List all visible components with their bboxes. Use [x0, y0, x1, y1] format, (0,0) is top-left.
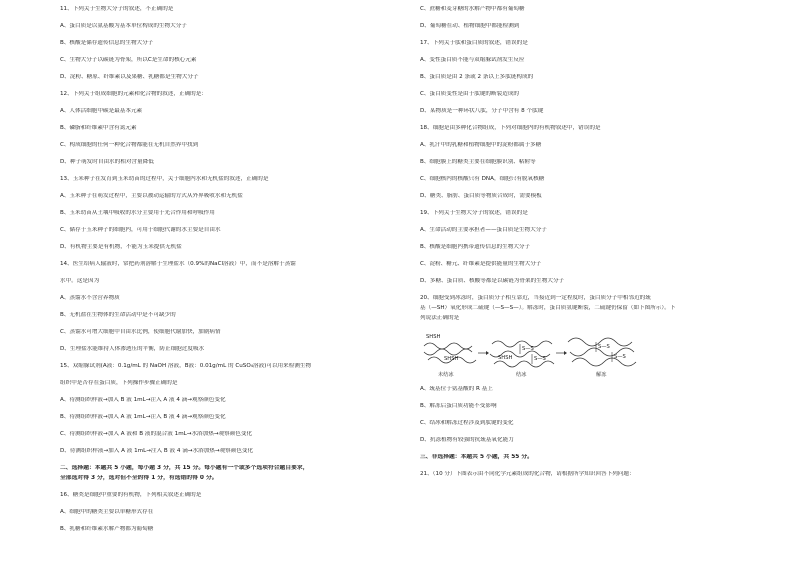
question-line: D、有机物主要是有机物，不能为玉米提供无机盐	[60, 244, 182, 250]
question-line: 基（—SH）氧化形成二硫键（—S—S—）。解冻时，蛋白质氢键断裂，二硫键仍保留（如下图所示）。下	[420, 305, 676, 311]
left-column	[60, 6, 410, 543]
question-line: B、解冻后蛋白质功能不受影响	[420, 403, 497, 409]
question-line: C、待测组织样液→加入 A 液和 B 液的混合液 1mL→水浴加热→观察颜色变化	[60, 431, 253, 437]
question-line: 水中。这是因为	[60, 278, 100, 284]
question-line: B、磷脂和纤维素中含有氮元素	[60, 125, 137, 131]
question-line: D、淀粉、糖原、纤维素以及果糖、乳糖都是生物大分子	[60, 74, 199, 80]
question-line: C、蒸馏水可增大细胞中自由水比例，使细胞代谢加快，加剧病情	[60, 329, 221, 335]
ss-label-4: S—S	[614, 354, 626, 360]
section-heading: 二、选择题：本题共 5 小题，每小题 3 分，共 15 分。每小题有一个或多个选项符合题目要求，	[60, 465, 309, 471]
question-line: B、乳糖和纤维素水解产物都为葡萄糖	[60, 526, 154, 532]
question-line: 组织中是否存在蛋白质，下列操作步骤正确的是	[60, 380, 178, 386]
question-line: 11、下列关于生物大分子的叙述，不正确的是	[60, 6, 174, 12]
stage-thawed-label: 解冻	[596, 372, 607, 378]
question-line: 21、（10 分）下图表示由不同化学元素组成的化合物，请根据所学知识回答下列问题：	[420, 471, 635, 477]
question-line: 18、细胞是由多种化合物组成，下列对细胞内的有机物叙述中，错误的是	[420, 125, 601, 131]
question-line: A、蛋白质是以氨基酸为基本单位构成的生物大分子	[60, 23, 187, 29]
question-line: A、玉米种子在萌发过程中，主要以被动运输的方式从外界吸收水和无机盐	[60, 193, 243, 199]
question-line: C、构成细胞的任何一种化合物都能在无机自然界中找到	[60, 142, 199, 148]
question-line: A、乳汁中的乳糖和植物细胞中的淀粉都属于多糖	[420, 142, 542, 148]
question-line: B、核酸是储存遗传信息的生物大分子	[60, 40, 154, 46]
question-line: A、细胞中的糖类主要以单糖形式存在	[60, 509, 154, 515]
ss-label-1: S—S	[522, 346, 534, 352]
protein-fold-diagram	[420, 332, 720, 380]
question-line: A、待测组织样液→加入 B 液 1mL→注入 A 液 4 滴→观察颜色变化	[60, 397, 226, 403]
ss-label-2: S—S	[534, 356, 546, 362]
question-line: C、蛋白质变性是由于肽键的断裂造成的	[420, 91, 520, 97]
question-line: 13、玉米种子在发育到玉米幼苗的过程中，关于细胞内水和无机盐的叙述，正确的是	[60, 176, 269, 182]
question-line: A、人体活细胞中碳是最基本元素	[60, 108, 143, 114]
right-column-top	[420, 6, 770, 332]
question-line: 16、糖类是细胞中重要的有机物，下列相关叙述正确的是	[60, 492, 202, 498]
sh-label-3: SHSH	[498, 355, 513, 361]
question-line: 14、医生给病人输液时，常把药剂溶解于生理盐水（0.9%的NaCl溶液）中，而不是溶解于蒸馏	[60, 261, 296, 267]
question-line: C、结冰和解冻过程涉及到肽键的变化	[420, 420, 514, 426]
question-line: D、种子萌发时自由水的相对含量降低	[60, 159, 154, 165]
question-line: 20、细胞受到冰冻时，蛋白质分子相互靠近，当接近到一定程度时，蛋白质分子中相邻近的巯	[420, 295, 651, 301]
question-line: C、生物大分子以碳链为骨架，所以C是生命的核心元素	[60, 57, 197, 63]
question-line: 15、双缩脲试剂(A液：0.1g/mL 的 NaOH 溶液，B液：0.01g/mL 的 CuSO₄溶液)可以用来检测生物	[60, 363, 312, 369]
question-line: 19、下列关于生物大分子的叙述，错误的是	[420, 210, 528, 216]
question-line: D、葡萄糖在动、植物细胞中都能检测到	[420, 23, 520, 29]
sh-label-2: SHSH	[444, 356, 459, 362]
question-line: B、细胞膜上的糖类主要在细胞膜识别、粘附等	[420, 159, 536, 165]
right-column	[420, 6, 770, 488]
question-line: B、核酸是细胞内携带遗传信息的生物大分子	[420, 244, 531, 250]
question-line: D、抗冻植物有较强的抗巯基氧化能力	[420, 437, 514, 443]
question-line: B、玉米幼苗从土壤中吸收的水分主要用于光合作用和呼吸作用	[60, 210, 215, 216]
section-heading: 全部选对得 3 分，选对但不全的得 1 分，有选错的得 0 分。	[60, 475, 218, 481]
question-line: B、待测组织样液→加入 A 液 1mL→注入 B 液 4 滴→观察颜色变化	[60, 414, 226, 420]
question-line: D、多糖、蛋白质、核酸等都是以碳链为骨架的生物大分子	[420, 278, 565, 284]
question-line: B、无机盐在生物体的生命活动中是不可缺少的	[60, 312, 176, 318]
question-line: 12、下列关于组成细胞的元素和化合物的叙述，正确的是：	[60, 91, 207, 97]
ss-label-3: S—S	[598, 344, 610, 350]
question-line: A、生命活动的主要承担者——蛋白质是生物大分子	[420, 227, 547, 233]
question-line: D、某物质是一种环状八肽，分子中含有 8 个肽键	[420, 108, 544, 114]
question-line: B、蛋白质是由 2 条或 2 条以上多肽链构成的	[420, 74, 534, 80]
right-column-bottom	[420, 386, 770, 488]
stage-frozen-label: 结冰	[516, 372, 527, 378]
question-line: A、巯基位于氨基酸的 R 基上	[420, 386, 493, 392]
protein-freeze-figure	[420, 332, 720, 380]
question-line: C、细胞核内的核酸只有 DNA，细胞只有脱氧核糖	[420, 176, 545, 182]
question-line: A、蒸馏水不含营养物质	[60, 295, 120, 301]
question-line: C、淀粉、糖元、纤维素是提供能量的生物大分子	[420, 261, 542, 267]
question-line: 17、下列关于肽和蛋白质的叙述，错误的是	[420, 40, 528, 46]
question-line: D、糖类、脂肪、蛋白质等物质合成时，需要模板	[420, 193, 542, 199]
section-heading: 三、非选择题：本题共 5 小题，共 55 分。	[420, 454, 533, 460]
stage-unfrozen-label: 未结冰	[438, 372, 454, 378]
question-line: D、生理盐水能维持人体渗透压的平衡，防止细胞过度吸水	[60, 346, 205, 352]
sh-label-1: SHSH	[426, 334, 441, 340]
question-line: 列说法正确的是	[420, 315, 460, 321]
question-line: C、储存于玉米种子的细胞内，可用于细胞代谢的水主要是自由水	[60, 227, 221, 233]
question-line: D、待测组织样液→加入 A 液 1mL→注入 B 液 4 滴→水浴加热→观察颜色变化	[60, 448, 254, 454]
question-line: C、蔗糖和麦芽糖的水解产物中都有葡萄糖	[420, 6, 525, 12]
question-line: A、变性蛋白质不能与双缩脲试剂发生反应	[420, 57, 525, 63]
